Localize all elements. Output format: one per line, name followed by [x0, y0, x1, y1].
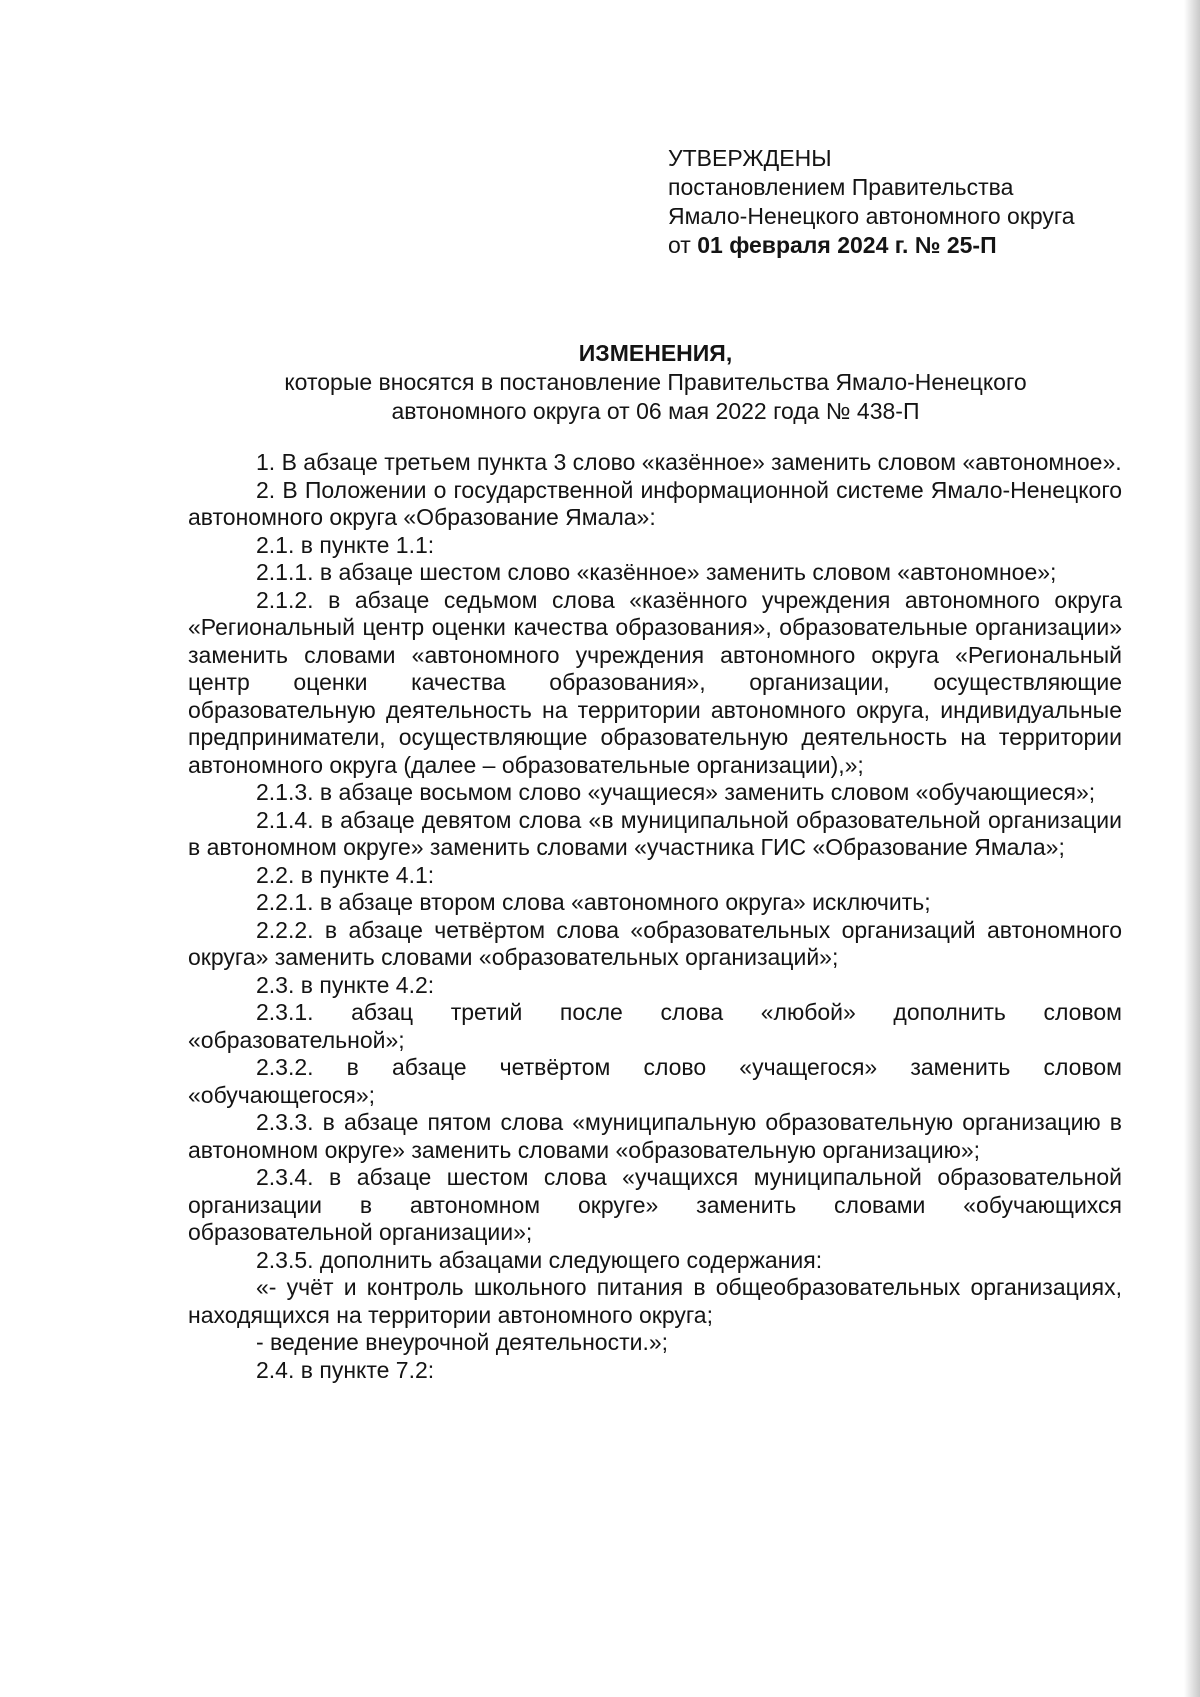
approval-line-3 [668, 231, 1138, 260]
paragraph-2-3-1: 2.3.1. абзац третий после слова «любой» дополнить словом «образовательной»; [188, 999, 1122, 1053]
decree-number: 01 февраля 2024 г. № 25-П [697, 232, 997, 258]
paragraph-2: 2. В Положении о государственной информационной системе Ямало-Ненецкого автономного округа «Образование Ямала»: [188, 476, 1122, 530]
approval-line-2: Ямало-Ненецкого автономного округа [668, 203, 1075, 229]
quoted-item-extracurricular: - ведение внеурочной деятельности.»; [256, 1329, 669, 1355]
paragraph-2-1-1: 2.1.1. в абзаце шестом слово «казённое» заменить словом «автономное»; [256, 559, 1057, 585]
paragraph-1: 1. В абзаце третьем пункта 3 слово «казённое» заменить словом «автономное». [256, 449, 1122, 475]
quoted-item-school-meals: «- учёт и контроль школьного питания в общеобразовательных организациях, находящихся на территории автономного округа; [188, 1274, 1122, 1328]
paragraph-2-1-2: 2.1.2. в абзаце седьмом слова «казённого учреждения автономного округа «Региональный центр оценки качества образования», образовательные организации» заменить словами «автономного учреждения автономного округа «Региональный центр оценки качества образования», организации, осуществляющие образовательную деятельность на территории автономного округа, индивидуальные предприниматели, осуществляющие образовательную деятельность на территории автономного округа (далее – образовательные организации),»; [188, 586, 1122, 778]
paragraph-2-1-3: 2.1.3. в абзаце восьмом слово «учащиеся» заменить словом «обучающиеся»; [256, 779, 1096, 805]
document-title: ИЗМЕНЕНИЯ, [578, 340, 733, 366]
paragraph-2-3: 2.3. в пункте 4.2: [256, 971, 435, 998]
page-edge-shadow [1184, 0, 1200, 1697]
approval-block [668, 144, 1138, 260]
paragraph-2-2-1: 2.2.1. в абзаце втором слова «автономного округа» исключить; [256, 889, 931, 915]
approval-date-prefix: от [668, 232, 698, 258]
paragraph-2-2-2: 2.2.2. в абзаце четвёртом слова «образовательных организаций автономного округа» заменить словами «образовательных организаций»; [188, 916, 1122, 970]
paragraph-2-3-3: 2.3.3. в абзаце пятом слова «муниципальную образовательную организацию в автономном округе» заменить словами «образовательную организацию»; [188, 1109, 1122, 1163]
paragraph-2-3-2: 2.3.2. в абзаце четвёртом слово «учащегося» заменить словом «обучающегося»; [188, 1054, 1122, 1108]
paragraph-2-1-4: 2.1.4. в абзаце девятом слова «в муниципальной образовательной организации в автономном округе» заменить словами «участника ГИС «Образование Ямала»; [188, 806, 1122, 860]
approval-line-1: постановлением Правительства [668, 174, 1014, 200]
approved-label: УТВЕРЖДЕНЫ [668, 145, 832, 171]
document-body [188, 449, 1122, 1384]
paragraph-2-3-5: 2.3.5. дополнить абзацами следующего содержания: [256, 1246, 823, 1273]
paragraph-2-3-4: 2.3.4. в абзаце шестом слова «учащихся муниципальной образовательной организации в автономном округе» заменить словами «обучающихся образовательной организации»; [188, 1164, 1122, 1245]
paragraph-2-4: 2.4. в пункте 7.2: [256, 1356, 435, 1383]
paragraph-2-2: 2.2. в пункте 4.1: [256, 861, 435, 888]
document-subtitle: которые вносятся в постановление Правительства Ямало-Ненецкого автономного округа от 06 мая 2022 года № 438-П [284, 369, 1027, 424]
document-heading [188, 339, 1123, 426]
paragraph-2-1: 2.1. в пункте 1.1: [256, 531, 435, 558]
